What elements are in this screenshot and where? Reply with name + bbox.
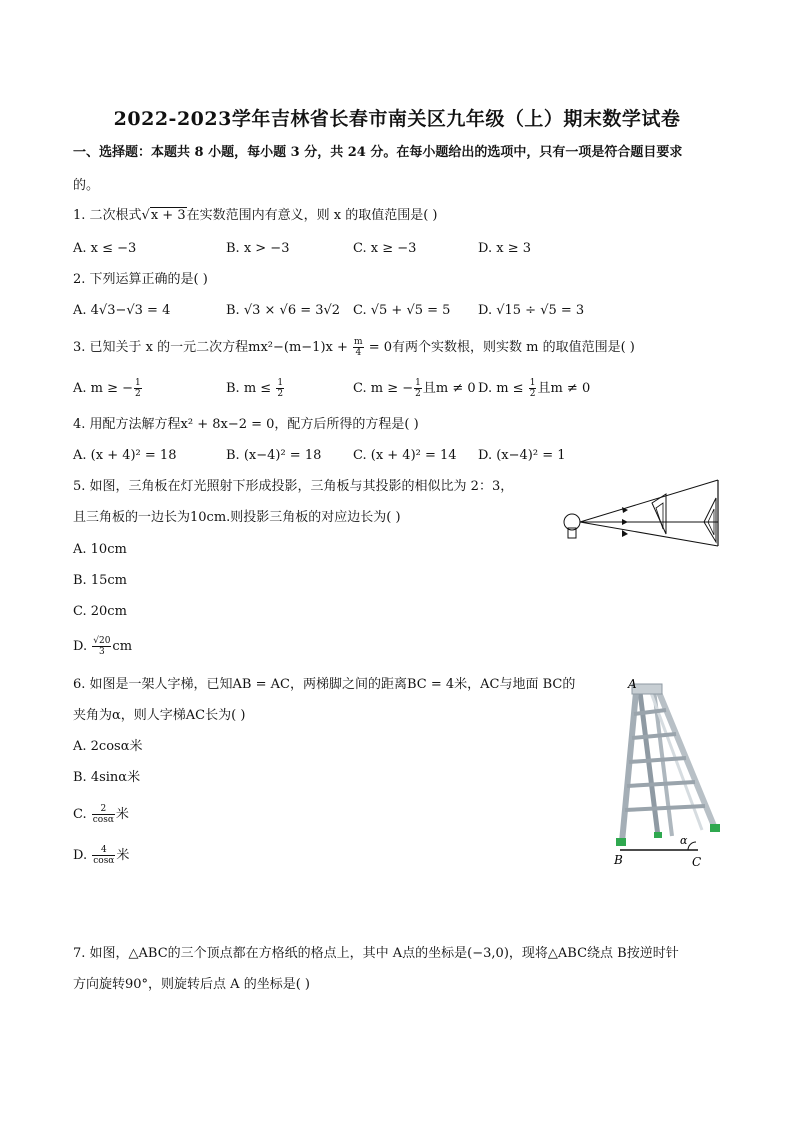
q3-d-suffix: 且m ≠ 0 [537,381,591,396]
q3-c-prefix: C. m ≥ − [353,381,414,396]
q1-option-a: A. x ≤ −3 [73,241,137,256]
question-7-stem-2: 方向旋转90°，则旋转后点 A 的坐标是( ) [73,977,310,992]
q6-d-den: cosα [93,856,115,866]
triangle-plate [652,494,666,534]
q6-c-den: cosα [92,815,114,825]
q3-b-prefix: B. m ≤ [226,381,276,396]
projection-figure [556,476,726,552]
q5-d-den: 3 [98,647,105,657]
label-alpha: α [680,834,688,847]
q3-c-suffix: 且m ≠ 0 [422,381,476,396]
question-6-stem-2: 夹角为α，则人字梯AC长为( ) [73,708,246,723]
q4-option-d: D. (x−4)² = 1 [478,448,566,463]
section-heading: 一、选择题：本题共 8 小题，每小题 3 分，共 24 分。在每小题给出的选项中，只有一项是符合题目要求 [73,145,683,160]
q6-d-prefix: D. [73,848,92,863]
q1-option-d: D. x ≥ 3 [478,241,531,256]
ladder-foot-c [710,824,720,832]
q3-d-prefix: D. m ≤ [478,381,528,396]
q2-option-b: B. √3 × √6 = 3√2 [226,303,341,318]
q6-c-suffix: 米 [115,807,129,822]
question-2-stem: 2. 下列运算正确的是( ) [73,272,208,287]
q1-option-b: B. x > −3 [226,241,290,256]
q1-stem-before: 1. 二次根式 [73,208,142,223]
q3-frac-num: m [354,337,363,347]
q3-stem-before: 3. 已知关于 x 的一元二次方程mx²−(m−1)x + [73,340,348,355]
q4-option-a: A. (x + 4)² = 18 [73,448,177,463]
q2-option-c: C. √5 + √5 = 5 [353,303,451,318]
q3-b-den: 2 [277,389,284,399]
section-heading-cont: 的。 [73,178,100,193]
q3-stem-after: = 0有两个实数根，则实数 m 的取值范围是( ) [368,340,635,355]
q5-option-a: A. 10cm [73,542,127,557]
question-6-stem-1: 6. 如图是一架人字梯，已知AB = AC，两梯脚之间的距离BC = 4米，AC与地面 BC的 [73,677,576,692]
q2-option-a: A. 4√3−√3 = 4 [73,303,171,318]
q3-d-den: 2 [529,389,536,399]
ladder-rail-left [622,692,636,842]
question-7-stem-1: 7. 如图，△ABC的三个顶点都在方格纸的格点上，其中 A点的坐标是(−3,0)，现将△ABC绕点 B按逆时针 [73,946,679,961]
q6-d-num: 4 [92,845,115,856]
question-1-stem: 1. 二次根式√x + 3在实数范围内有意义，则 x 的取值范围是( ) [73,208,438,223]
q1-option-c: C. x ≥ −3 [353,241,417,256]
q6-option-d [73,845,129,866]
q3-c-den: 2 [415,389,421,399]
q6-option-b: B. 4sinα米 [73,770,141,785]
q1-stem-after: 在实数范围内有意义，则 x 的取值范围是( ) [186,208,438,223]
q3-d-num: 1 [529,378,536,388]
q3-frac-den: 4 [355,348,362,358]
q6-c-num: 2 [92,804,115,815]
q2-option-d: D. √15 ÷ √5 = 3 [478,303,585,318]
q6-option-a: A. 2cosα米 [73,739,143,754]
q1-radicand: x + 3 [150,208,186,223]
q6-d-suffix: 米 [116,848,130,863]
q3-option-d [478,378,590,399]
q3-option-b [226,378,285,399]
question-3-stem [73,337,635,358]
q3-a-prefix: A. m ≥ − [73,381,134,396]
label-a: A [628,677,637,691]
question-5-stem-2: 且三角板的一边长为10cm.则投影三角板的对应边长为( ) [73,510,401,525]
q3-a-den: 2 [135,389,141,399]
q5-option-c: C. 20cm [73,604,127,619]
q6-c-prefix: C. [73,807,91,822]
q4-option-b: B. (x−4)² = 18 [226,448,322,463]
q3-c-num: 1 [415,378,421,388]
label-c: C [692,855,702,869]
q3-option-c [353,378,476,399]
q5-d-suffix: cm [112,639,133,654]
q5-option-d [73,636,132,657]
q3-option-a [73,378,143,399]
q3-a-num: 1 [135,378,141,388]
q6-option-c [73,804,129,825]
q5-d-prefix: D. [73,639,92,654]
page-title: 2022-2023学年吉林省长春市南关区九年级（上）期末数学试卷 [113,108,681,130]
question-4-stem: 4. 用配方法解方程x² + 8x−2 = 0，配方后所得的方程是( ) [73,417,419,432]
angle-alpha-arc [688,842,696,850]
label-b: B [614,853,623,867]
q5-option-b: B. 15cm [73,573,127,588]
q3-b-num: 1 [277,378,284,388]
q5-d-num: √20 [93,636,111,646]
ladder-foot-b [616,838,626,846]
q4-option-c: C. (x + 4)² = 14 [353,448,457,463]
ladder-figure [606,676,730,872]
question-5-stem-1: 5. 如图，三角板在灯光照射下形成投影，三角板与其投影的相似比为 2：3， [73,479,514,494]
